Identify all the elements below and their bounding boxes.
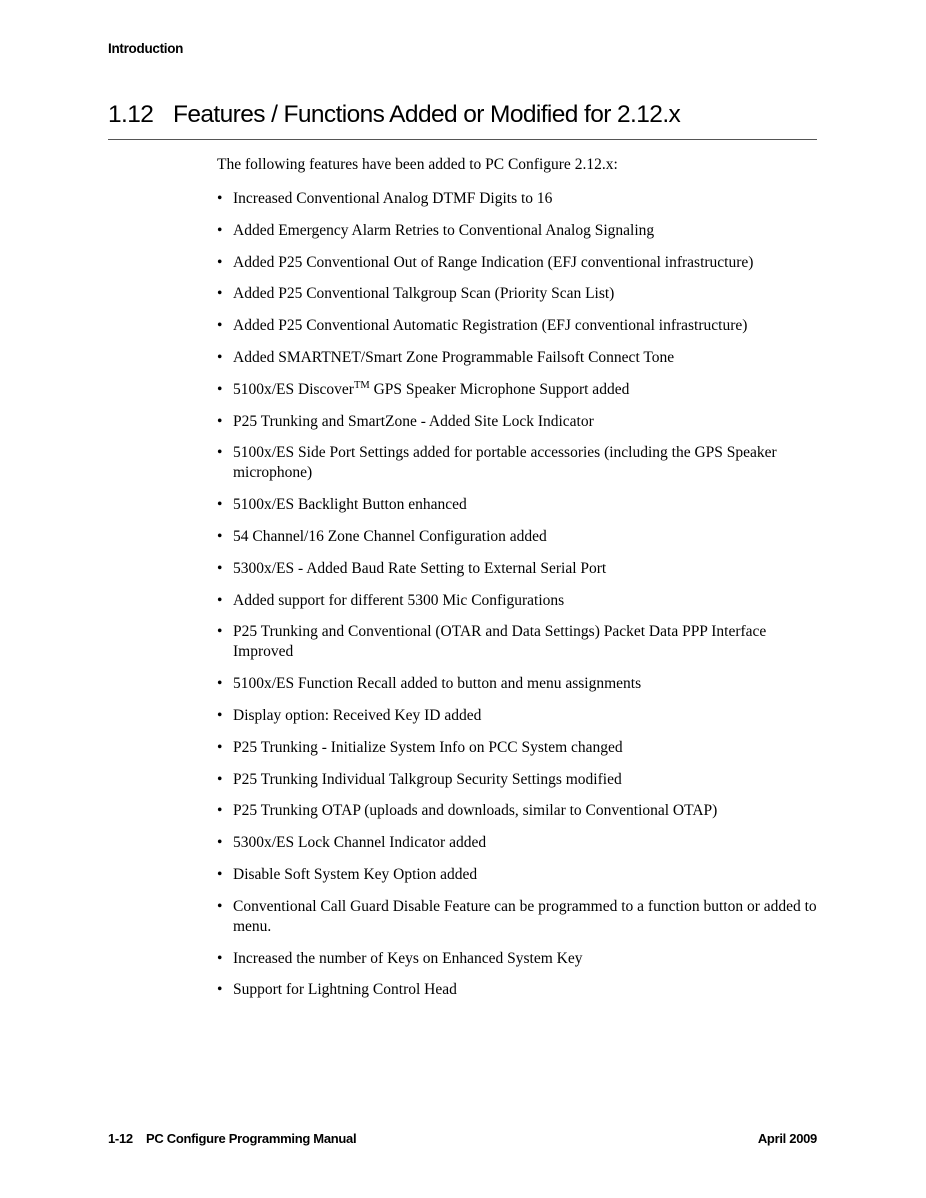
feature-list (217, 189, 817, 1012)
list-item-text: Added P25 Conventional Talkgroup Scan (Priority Scan List) (233, 285, 615, 303)
list-item (217, 897, 817, 937)
list-item-text: Increased Conventional Analog DTMF Digits to 16 (233, 190, 553, 207)
bullet-icon: • (217, 253, 223, 271)
list-item (217, 801, 817, 821)
list-item-text: Added support for different 5300 Mic Configurations (233, 591, 565, 609)
list-item-text: 54 Channel/16 Zone Channel Configuration added (233, 527, 547, 545)
section-heading (108, 101, 817, 140)
bullet-icon: • (217, 834, 223, 852)
list-item (217, 348, 817, 368)
bullet-icon: • (217, 770, 223, 788)
bullet-icon: • (217, 738, 223, 756)
list-item (217, 980, 817, 1000)
bullet-icon: • (217, 591, 223, 609)
section-number: 1.12 (108, 101, 154, 128)
bullet-icon: • (217, 221, 223, 239)
bullet-icon: • (217, 412, 223, 430)
footer-page-number: 1-12 (108, 1131, 133, 1146)
footer-manual-title: PC Configure Programming Manual (146, 1131, 357, 1146)
running-header: Introduction (108, 41, 184, 56)
list-item (217, 380, 817, 400)
bullet-icon: • (217, 675, 223, 693)
bullet-icon: • (217, 190, 223, 207)
list-item-text: P25 Trunking - Initialize System Info on PCC System changed (233, 738, 623, 756)
list-item (217, 865, 817, 885)
list-item-text: Disable Soft System Key Option added (233, 865, 478, 883)
list-item-text: 5300x/ES - Added Baud Rate Setting to External Serial Port (233, 559, 607, 577)
list-item (217, 738, 817, 758)
list-item-text: 5100x/ES Backlight Button enhanced (233, 496, 467, 514)
bullet-icon: • (217, 559, 223, 577)
footer-date: April 2009 (757, 1131, 817, 1146)
list-item-text: P25 Trunking Individual Talkgroup Security Settings modified (233, 770, 622, 788)
list-item-text: 5300x/ES Lock Channel Indicator added (233, 834, 487, 852)
intro-paragraph: The following features have been added to PC Configure 2.12.x: (217, 156, 618, 173)
bullet-icon: • (217, 865, 223, 883)
list-item (217, 253, 817, 273)
trademark-superscript: TM (353, 379, 370, 391)
bullet-icon: • (217, 380, 223, 398)
list-item (217, 591, 817, 611)
bullet-icon: • (217, 623, 223, 641)
bullet-icon: • (217, 317, 223, 335)
list-item (217, 706, 817, 726)
list-item-text: P25 Trunking and Conventional (OTAR and Data Settings) Packet Data PPP Interface Improved (233, 623, 767, 661)
list-item-text: Added P25 Conventional Automatic Registration (EFJ conventional infrastructure) (233, 317, 748, 335)
list-item-text: P25 Trunking OTAP (uploads and downloads, similar to Conventional OTAP) (233, 802, 718, 820)
list-item (217, 559, 817, 579)
list-item (217, 770, 817, 790)
list-item-text: Conventional Call Guard Disable Feature can be programmed to a function button or added to menu. (233, 897, 817, 935)
bullet-icon: • (217, 706, 223, 724)
list-item (217, 622, 817, 662)
bullet-icon: • (217, 527, 223, 545)
list-item-text: Added SMARTNET/Smart Zone Programmable Failsoft Connect Tone (233, 348, 675, 366)
list-item-text: Added P25 Conventional Out of Range Indication (EFJ conventional infrastructure) (233, 253, 754, 271)
bullet-icon: • (217, 285, 223, 303)
list-item-text: Added Emergency Alarm Retries to Conventional Analog Signaling (233, 221, 655, 239)
running-footer (108, 1131, 817, 1146)
list-item (217, 949, 817, 969)
list-item (217, 221, 817, 241)
bullet-icon: • (217, 802, 223, 820)
list-item (217, 316, 817, 336)
list-item-text: Display option: Received Key ID added (233, 706, 482, 724)
bullet-icon: • (217, 897, 223, 915)
list-item-text: 5100x/ES Side Port Settings added for portable accessories (including the GPS Speaker microphone) (233, 444, 777, 482)
list-item-text: P25 Trunking and SmartZone - Added Site Lock Indicator (233, 412, 594, 430)
list-item (217, 527, 817, 547)
bullet-icon: • (217, 444, 223, 462)
list-item (217, 443, 817, 483)
list-item-text: Support for Lightning Control Head (233, 981, 457, 999)
list-item-text: 5100x/ES Function Recall added to button and menu assignments (233, 675, 642, 693)
list-item-text: Increased the number of Keys on Enhanced System Key (233, 949, 583, 967)
list-item (217, 495, 817, 515)
bullet-icon: • (217, 981, 223, 999)
list-item (217, 189, 817, 209)
section-title: Features / Functions Added or Modified for 2.12.x (173, 101, 681, 128)
list-item (217, 412, 817, 432)
list-item-text-continued: GPS Speaker Microphone Support added (369, 380, 630, 398)
list-item (217, 284, 817, 304)
list-item (217, 674, 817, 694)
list-item-text: 5100x/ES Discover (233, 380, 354, 398)
bullet-icon: • (217, 348, 223, 366)
list-item (217, 833, 817, 853)
bullet-icon: • (217, 496, 223, 514)
bullet-icon: • (217, 949, 223, 967)
